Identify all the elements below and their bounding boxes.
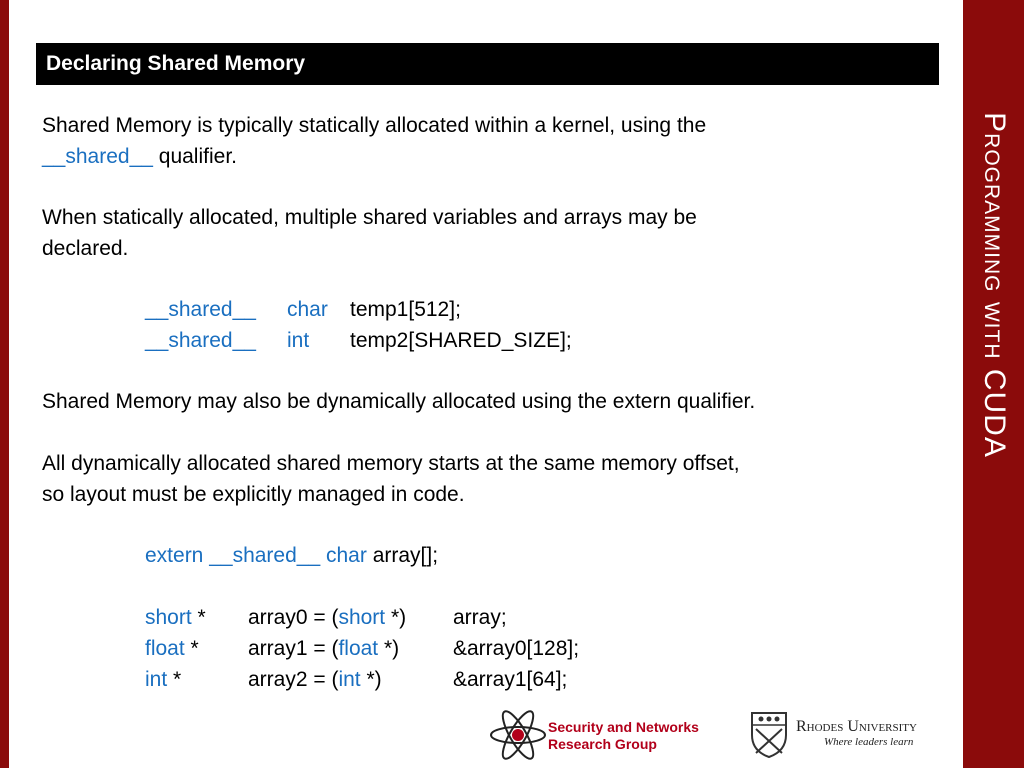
paragraph-4-line-2: so layout must be explicitly managed in code. [42,483,465,506]
srg-name [548,719,699,753]
pointer-assignment: array0 = (short *) [248,606,407,629]
shared-keyword: __shared__ [209,544,321,567]
paragraph-3: Shared Memory may also be dynamically allocated using the extern qualifier. [42,390,756,413]
atom-icon [488,708,548,762]
srg-logo [488,708,738,762]
qualifier-text: qualifier. [152,145,237,168]
paragraph-2-line-2: declared. [42,237,129,260]
left-accent-bar [0,0,9,768]
pointer-target: &array0[128]; [453,637,580,660]
crest-icon [750,711,788,759]
pointer-assignment: array2 = (int *) [248,668,382,691]
paragraph-2-line-1: When statically allocated, multiple shared variables and arrays may be [42,206,697,229]
course-title-vertical [964,0,1024,768]
rhodes-name: Rhodes University [796,718,917,735]
pointer-target: &array1[64]; [453,668,568,691]
srg-name-line-2: Research Group [548,736,657,752]
pointer-type: short * [145,606,206,629]
code-keyword: __shared__ [145,298,256,321]
pointer-assignment: array1 = (float *) [248,637,400,660]
extern-code-line [145,544,438,568]
code-declaration: temp1[512]; [350,298,461,321]
char-keyword: char [326,544,367,567]
code-declaration: temp2[SHARED_SIZE]; [350,329,572,352]
pointer-target: array; [453,606,507,629]
array-declaration: array[]; [366,544,439,567]
code-keyword: __shared__ [145,329,256,352]
srg-name-line-1: Security and Networks [548,719,699,735]
paragraph-1-line-1: Shared Memory is typically statically allocated within a kernel, using the [42,114,707,137]
slide-title-bar [36,43,939,85]
shared-keyword: __shared__ [42,145,153,168]
pointer-type: float * [145,637,199,660]
extern-keyword: extern [145,544,204,567]
course-title: Programming with CUDA [978,112,1011,458]
slide-title: Declaring Shared Memory [46,52,306,75]
rhodes-logo [748,708,948,762]
paragraph-1-line-2 [42,145,237,169]
pointer-type: int * [145,668,182,691]
rhodes-motto: Where leaders learn [824,736,914,748]
paragraph-4-line-1: All dynamically allocated shared memory starts at the same memory offset, [42,452,740,475]
code-type: char [287,298,328,321]
code-type: int [287,329,310,352]
